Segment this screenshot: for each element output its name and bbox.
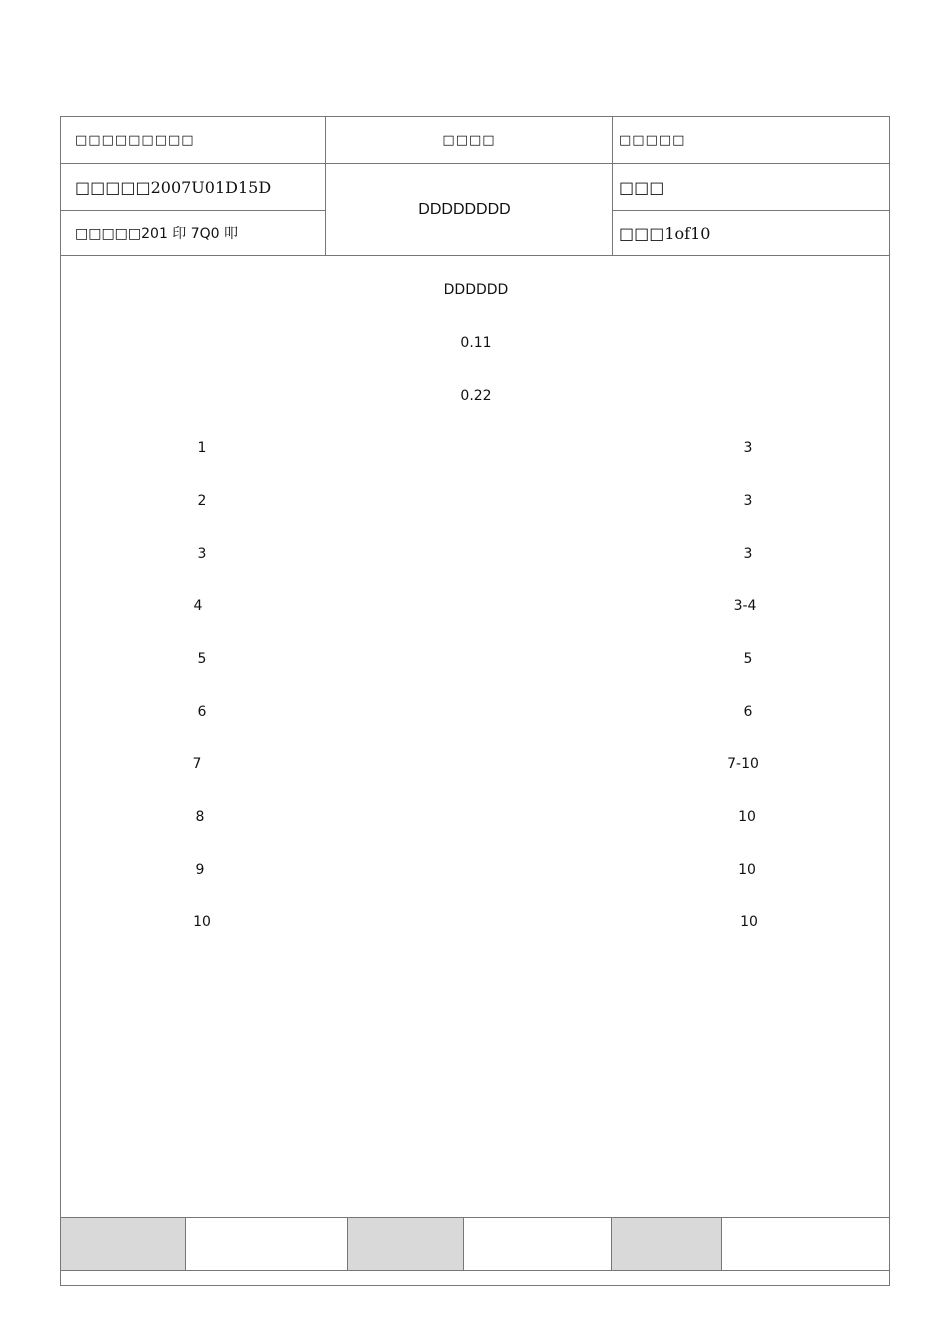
toc-row <box>61 493 891 513</box>
toc-row <box>61 440 891 460</box>
footer-label-cell <box>348 1218 464 1270</box>
page-info: □□□1of10 <box>619 223 711 243</box>
header-bottom-divider <box>61 255 889 256</box>
toc-item-number: 2 <box>197 493 207 509</box>
toc-item-number: 5 <box>197 651 207 667</box>
toc-row <box>61 651 891 671</box>
toc-row <box>61 914 891 934</box>
toc-item-page: 10 <box>738 809 756 825</box>
review-date: □□□□□201 印 7Q0 叩 <box>75 226 239 242</box>
toc-item-page: 5 <box>743 651 753 667</box>
toc-item-number: 10 <box>193 914 211 930</box>
toc-heading: DDDDDD <box>443 282 509 298</box>
footer-label-cell <box>612 1218 722 1270</box>
toc-item-number: 8 <box>195 809 205 825</box>
toc-row <box>61 862 891 882</box>
toc-item-number: 9 <box>195 862 205 878</box>
toc-item-number: 6 <box>197 704 207 720</box>
effective-date: □□□□□2007U01D15D <box>75 177 272 197</box>
document-frame <box>60 116 890 1286</box>
toc-item-page: 10 <box>740 914 758 930</box>
document-title: DDDDDDDD <box>418 200 511 218</box>
toc-item-page: 6 <box>743 704 753 720</box>
toc-item-number: 1 <box>197 440 207 456</box>
toc-item-page: 3 <box>743 440 753 456</box>
title-label: □□□□ <box>442 132 496 148</box>
footer-value-cell <box>722 1218 889 1270</box>
version-label: □□□ <box>619 177 665 197</box>
toc-item-number: 3 <box>197 546 207 562</box>
toc-item-page: 3 <box>743 493 753 509</box>
footer-label-cell <box>61 1218 186 1270</box>
toc-row <box>61 704 891 724</box>
footer-value-cell <box>186 1218 348 1270</box>
toc-item-page: 7-10 <box>727 756 759 772</box>
toc-row <box>61 598 891 618</box>
toc-row <box>61 809 891 829</box>
company-label: □□□□□□□□□ <box>75 132 195 148</box>
doc-number-label: □□□□□ <box>619 132 686 148</box>
toc-item-page: 3-4 <box>733 598 757 614</box>
toc-item-page: 10 <box>738 862 756 878</box>
header-divider <box>612 117 613 256</box>
toc-item-number: 7 <box>192 756 202 772</box>
section-label: 0.22 <box>460 388 492 404</box>
toc-item-number: 4 <box>193 598 203 614</box>
section-label: 0.11 <box>460 335 492 351</box>
footer-divider <box>61 1270 889 1271</box>
toc-row <box>61 756 891 776</box>
footer-value-cell <box>464 1218 612 1270</box>
toc-row <box>61 546 891 566</box>
toc-item-page: 3 <box>743 546 753 562</box>
